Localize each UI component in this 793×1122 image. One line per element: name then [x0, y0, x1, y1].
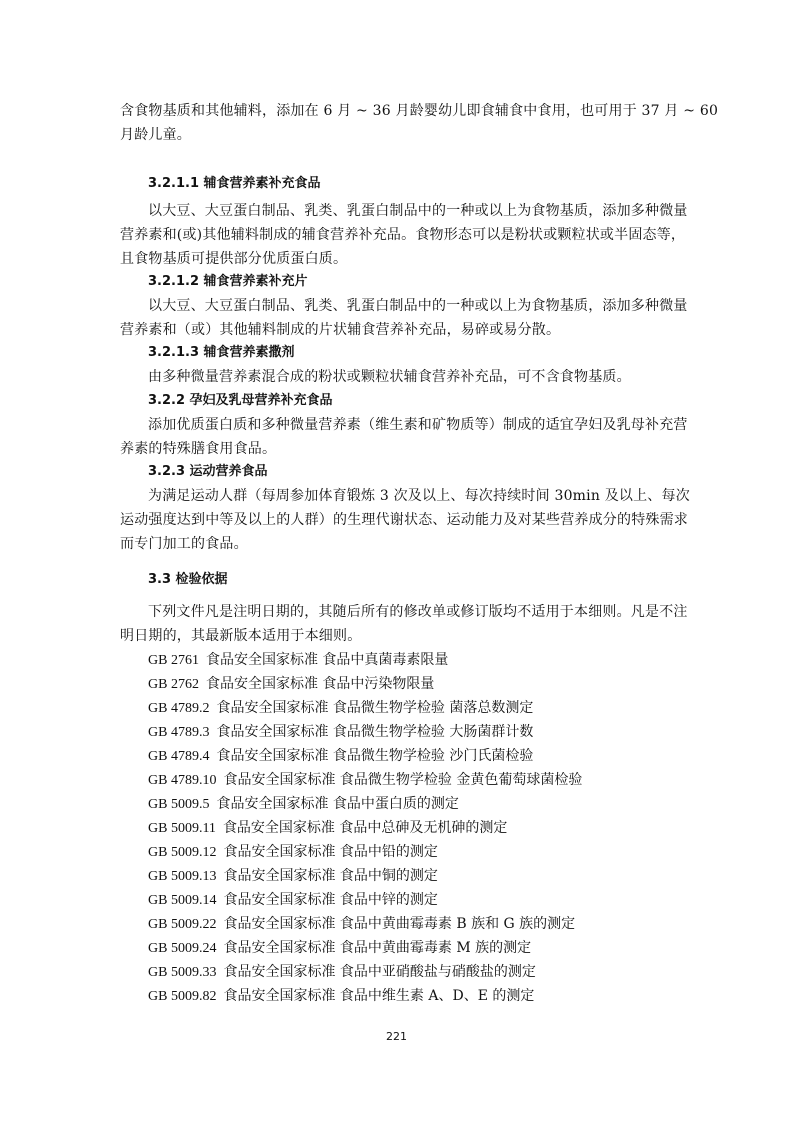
reference-item — [148, 747, 533, 766]
reference-title: 食品安全国家标准 食品中污染物限量 — [205, 676, 435, 692]
reference-title: 食品安全国家标准 食品中真菌毒素限量 — [205, 652, 449, 668]
reference-title: 食品安全国家标准 食品中铅的测定 — [223, 844, 438, 860]
reference-item — [148, 843, 438, 862]
reference-title: 食品安全国家标准 食品中维生素 A、D、E 的测定 — [223, 988, 535, 1004]
paragraph-line: 以大豆、大豆蛋白制品、乳类、乳蛋白制品中的一种或以上为食物基质，添加多种微量 — [148, 298, 688, 314]
reference-item — [148, 675, 434, 694]
paragraph-line: 养素的特殊膳食用食品。 — [120, 441, 277, 457]
section-heading-3-3: 3.3 检验依据 — [148, 572, 228, 587]
reference-item — [148, 891, 438, 910]
paragraph-line: 含食物基质和其他辅料，添加在 6 月 ~ 36 月龄婴幼儿即食辅食中食用，也可用于 37 月 ~ 60 — [120, 103, 719, 119]
reference-item — [148, 963, 536, 982]
paragraph-line: 添加优质蛋白质和多种微量营养素（维生素和矿物质等）制成的适宜孕妇及乳母补充营 — [148, 417, 688, 433]
reference-title: 食品安全国家标准 食品中铜的测定 — [223, 868, 438, 884]
reference-item — [148, 915, 575, 934]
paragraph-line: 而专门加工的食品。 — [120, 536, 248, 552]
section-heading-3-2-1-2: 3.2.1.2 辅食营养素补充片 — [148, 274, 308, 289]
reference-title: 食品安全国家标准 食品中锌的测定 — [223, 892, 438, 908]
reference-code: GB 4789.10 — [148, 773, 217, 788]
reference-item — [148, 699, 533, 718]
reference-title: 食品安全国家标准 食品微生物学检验 沙门氏菌检验 — [216, 748, 534, 764]
section-heading-3-2-2: 3.2.2 孕妇及乳母营养补充食品 — [148, 393, 333, 408]
paragraph-line: 运动强度达到中等及以上的人群）的生理代谢状态、运动能力及对某些营养成分的特殊需求 — [120, 512, 688, 528]
paragraph-line: 明日期的，其最新版本适用于本细则。 — [120, 628, 362, 644]
reference-title: 食品安全国家标准 食品中黄曲霉毒素 M 族的测定 — [223, 940, 532, 956]
reference-code: GB 5009.12 — [148, 845, 217, 860]
paragraph-line: 营养素和（或）其他辅料制成的片状辅食营养补充品，易碎或易分散。 — [120, 322, 561, 338]
reference-title: 食品安全国家标准 食品微生物学检验 大肠菌群计数 — [216, 724, 534, 740]
reference-item — [148, 867, 438, 886]
reference-item — [148, 771, 582, 790]
reference-item — [148, 651, 448, 670]
page-number: 221 — [386, 1030, 407, 1043]
reference-code: GB 5009.14 — [148, 893, 217, 908]
reference-code: GB 4789.3 — [148, 725, 210, 740]
reference-code: GB 5009.24 — [148, 941, 217, 956]
section-heading-3-2-3: 3.2.3 运动营养食品 — [148, 464, 268, 479]
reference-title: 食品安全国家标准 食品中亚硝酸盐与硝酸盐的测定 — [223, 964, 536, 980]
reference-code: GB 2761 — [148, 653, 199, 668]
reference-item — [148, 819, 507, 838]
reference-item — [148, 723, 533, 742]
reference-title: 食品安全国家标准 食品中蛋白质的测定 — [216, 796, 459, 812]
reference-code: GB 5009.82 — [148, 989, 217, 1004]
paragraph-line: 营养素和(或)其他辅料制成的辅食营养补充品。食物形态可以是粉状或颗粒状或半固态等， — [120, 227, 686, 243]
paragraph-line: 为满足运动人群（每周参加体育锻炼 3 次及以上、每次持续时间 30min 及以上、每次 — [148, 488, 690, 504]
section-heading-3-2-1-1: 3.2.1.1 辅食营养素补充食品 — [148, 176, 321, 191]
reference-code: GB 2762 — [148, 677, 199, 692]
reference-code: GB 5009.13 — [148, 869, 217, 884]
paragraph-line: 下列文件凡是注明日期的，其随后所有的修改单或修订版均不适用于本细则。凡是不注 — [148, 604, 688, 620]
reference-item — [148, 939, 531, 958]
paragraph-line: 以大豆、大豆蛋白制品、乳类、乳蛋白制品中的一种或以上为食物基质，添加多种微量 — [148, 203, 688, 219]
section-heading-3-2-1-3: 3.2.1.3 辅食营养素撒剂 — [148, 345, 295, 360]
reference-item — [148, 795, 459, 814]
reference-code: GB 5009.11 — [148, 821, 216, 836]
reference-code: GB 5009.22 — [148, 917, 217, 932]
paragraph-line: 月龄儿童。 — [120, 127, 191, 143]
reference-code: GB 5009.33 — [148, 965, 217, 980]
reference-item — [148, 987, 534, 1006]
reference-title: 食品安全国家标准 食品中黄曲霉毒素 B 族和 G 族的测定 — [223, 916, 576, 932]
paragraph-line: 由多种微量营养素混合成的粉状或颗粒状辅食营养补充品，可不含食物基质。 — [148, 369, 631, 385]
reference-code: GB 5009.5 — [148, 797, 210, 812]
reference-title: 食品安全国家标准 食品中总砷及无机砷的测定 — [222, 820, 508, 836]
reference-code: GB 4789.4 — [148, 749, 210, 764]
reference-code: GB 4789.2 — [148, 701, 210, 716]
reference-title: 食品安全国家标准 食品微生物学检验 金黄色葡萄球菌检验 — [223, 772, 583, 788]
paragraph-line: 且食物基质可提供部分优质蛋白质。 — [120, 251, 348, 267]
reference-title: 食品安全国家标准 食品微生物学检验 菌落总数测定 — [216, 700, 534, 716]
